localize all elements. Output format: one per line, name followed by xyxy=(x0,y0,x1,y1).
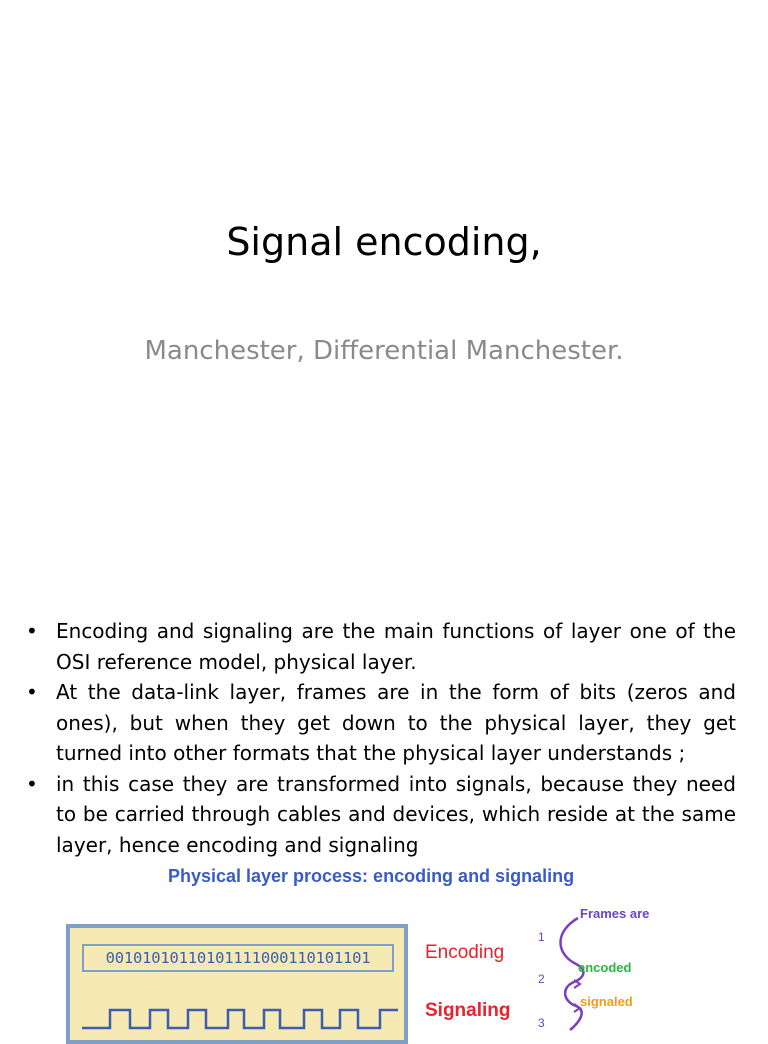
bullet-item xyxy=(24,616,736,677)
figure-caption: Physical layer process: encoding and signaling xyxy=(167,866,575,886)
bit-string: 00101010110101111000110101101 xyxy=(82,944,394,972)
bullet-item xyxy=(24,769,736,861)
slide-title: Signal encoding, xyxy=(226,220,542,264)
encoded-label: encoded xyxy=(578,960,632,975)
bullet-dot: • xyxy=(26,771,38,796)
bullet-text: in this case they are transformed into signals, because they need to be carried through cables and devices, which reside at the same layer, hence encoding and signaling xyxy=(56,771,736,857)
bullet-text: At the data-link layer, frames are in the form of bits (zeros and ones), but when they get down to the physical layer, they get turned into other formats that the physical layer understands ; xyxy=(56,680,736,765)
step-number: 3 xyxy=(538,1016,545,1030)
content-slide xyxy=(0,576,768,1030)
bullet-dot: • xyxy=(26,680,38,704)
signaled-label: signaled xyxy=(580,994,633,1009)
step-number: 1 xyxy=(538,930,545,944)
process-flow xyxy=(530,900,768,1030)
bullet-dot: • xyxy=(26,619,38,643)
encoding-label: Encoding xyxy=(425,942,505,963)
bit-panel xyxy=(66,924,408,1044)
bullet-list xyxy=(24,616,736,860)
signaling-label: Signaling xyxy=(425,1000,511,1021)
step-number: 2 xyxy=(538,972,545,986)
bullet-item xyxy=(24,677,736,769)
slide-subtitle: Manchester, Differential Manchester. xyxy=(144,336,624,366)
bullet-text: Encoding and signaling are the main functions of layer one of the OSI reference model, physical layer. xyxy=(56,619,736,674)
frames-label: Frames are xyxy=(580,906,650,921)
square-wave-signal xyxy=(82,1002,398,1032)
